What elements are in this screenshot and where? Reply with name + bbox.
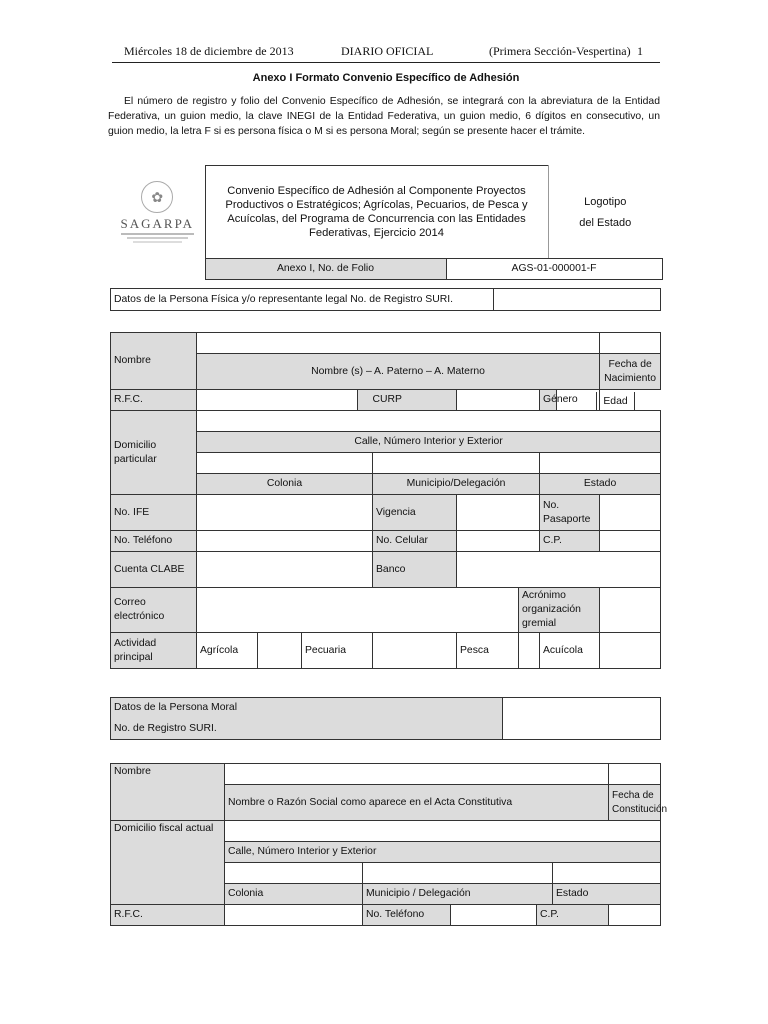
colonia-input[interactable]: [197, 453, 373, 474]
header-page-number: 1: [637, 44, 643, 58]
moral-estado-label: Estado: [553, 884, 661, 905]
suri-fisica-input[interactable]: [494, 289, 661, 311]
genero-label: Género: [540, 390, 557, 411]
fecha-constitucion-label: Fecha de Constitución: [609, 785, 661, 821]
rfc-input[interactable]: [197, 390, 358, 411]
moral-municipio-label: Municipio / Delegación: [363, 884, 553, 905]
moral-nombre-label: Nombre: [111, 764, 225, 821]
vigencia-label: Vigencia: [373, 495, 457, 531]
persona-moral-table: [110, 763, 668, 926]
persona-moral-box: [110, 697, 661, 740]
pesca-label: Pesca: [457, 633, 519, 669]
moral-fecha-input[interactable]: [609, 764, 661, 785]
document-title: Anexo I Formato Convenio Específico de Adhesión: [252, 72, 520, 84]
fecha-nacimiento-label: Fecha de Nacimiento: [600, 354, 661, 390]
header-section: (Primera Sección-Vespertina): [489, 44, 631, 58]
estado-input[interactable]: [540, 453, 661, 474]
acronimo-label: Acrónimo organización gremial: [519, 588, 600, 633]
moral-cp-input[interactable]: [609, 905, 661, 926]
ife-input[interactable]: [197, 495, 373, 531]
calle-label: Calle, Número Interior y Exterior: [197, 432, 661, 453]
del-estado-label: del Estado: [579, 216, 632, 229]
pecuaria-label: Pecuaria: [302, 633, 373, 669]
moral-cp-label: C.P.: [537, 905, 609, 926]
telefono-input[interactable]: [197, 531, 373, 552]
vigencia-input[interactable]: [457, 495, 540, 531]
pasaporte-label: No. Pasaporte: [540, 495, 600, 531]
acuicola-label: Acuícola: [540, 633, 600, 669]
banner-table: [110, 165, 663, 280]
persona-fisica-table: [110, 332, 661, 669]
domicilio-fiscal-label: Domicilio fiscal actual: [111, 821, 225, 905]
municipio-input[interactable]: [373, 453, 540, 474]
moral-box-line1: Datos de la Persona Moral: [111, 698, 503, 719]
cp-input[interactable]: [600, 531, 661, 552]
logotipo-label: Logotipo: [584, 195, 627, 208]
municipio-label: Municipio/Delegación: [373, 474, 540, 495]
moral-rfc-label: R.F.C.: [111, 905, 225, 926]
calle-input[interactable]: [197, 411, 661, 432]
moral-suri-input[interactable]: [503, 698, 661, 740]
domicilio-label: Domicilio particular: [111, 411, 197, 495]
rfc-label: R.F.C.: [111, 390, 197, 411]
pesca-checkbox[interactable]: [519, 633, 540, 669]
banco-input[interactable]: [457, 552, 661, 588]
header-date: Miércoles 18 de diciembre de 2013: [124, 44, 294, 58]
razon-social-label: Nombre o Razón Social como aparece en el Acta Constitutiva: [225, 785, 609, 821]
colonia-label: Colonia: [197, 474, 373, 495]
nombre-input[interactable]: [197, 333, 600, 354]
moral-telefono-input[interactable]: [451, 905, 537, 926]
suri-fisica-label: Datos de la Persona Física y/o representante legal No. de Registro SURI.: [111, 289, 494, 311]
folio-label: Anexo I, No. de Folio: [205, 259, 446, 280]
estado-label: Estado: [540, 474, 661, 495]
clabe-input[interactable]: [197, 552, 373, 588]
pasaporte-input[interactable]: [600, 495, 661, 531]
moral-colonia-label: Colonia: [225, 884, 363, 905]
banco-label: Banco: [373, 552, 457, 588]
state-logo-placeholder: [548, 166, 662, 259]
header-rule: [112, 62, 660, 63]
moral-box-line2: No. de Registro SURI.: [111, 719, 503, 740]
intro-paragraph: [108, 94, 660, 139]
moral-calle-input[interactable]: [225, 821, 661, 842]
actividad-label: Actividad principal: [111, 633, 197, 669]
cp-label: C.P.: [540, 531, 600, 552]
clabe-label: Cuenta CLABE: [111, 552, 197, 588]
folio-value: AGS-01-000001-F: [446, 259, 662, 280]
acuicola-checkbox[interactable]: [600, 633, 661, 669]
celular-label: No. Celular: [373, 531, 457, 552]
curp-value-cell[interactable]: [457, 390, 540, 411]
intro-text: El número de registro y folio del Convenio Específico de Adhesión, se integrará con la abreviatura de la Entidad Federativa, un guion medio, la clave INEGI de la Entidad Federativa, un guion medio, 6 dígitos en consecutivo, un guion medio, la letra F si es persona física o M si es persona Moral; según se presente hacer el trámite.: [108, 96, 660, 137]
moral-calle-label: Calle, Número Interior y Exterior: [225, 842, 661, 863]
celular-input[interactable]: [457, 531, 540, 552]
fecha-nacimiento-input[interactable]: [600, 333, 661, 354]
moral-telefono-label: No. Teléfono: [363, 905, 451, 926]
telefono-label: No. Teléfono: [111, 531, 197, 552]
pecuaria-checkbox[interactable]: [373, 633, 457, 669]
moral-colonia-input[interactable]: [225, 863, 363, 884]
convenio-title: Convenio Específico de Adhesión al Componente Proyectos Productivos o Estratégicos; Agrícolas, Pecuarios, de Pesca y Acuícolas, del Programa de Concurrencia con las Entidades Federativas, Ejercicio 2014: [205, 166, 548, 259]
ife-label: No. IFE: [111, 495, 197, 531]
sagarpa-logo-text: SAGARPA: [120, 216, 194, 231]
agricola-checkbox[interactable]: [258, 633, 302, 669]
nombre-label: Nombre: [111, 333, 197, 390]
moral-municipio-input[interactable]: [363, 863, 553, 884]
seal-icon: ✿: [141, 181, 173, 213]
moral-nombre-input[interactable]: [225, 764, 609, 785]
nombre-hint: Nombre (s) – A. Paterno – A. Materno: [197, 354, 600, 390]
curp-label: CURP: [373, 390, 457, 411]
edad-label: Edad: [596, 392, 635, 411]
header-publication: DIARIO OFICIAL: [341, 44, 434, 58]
correo-input[interactable]: [197, 588, 519, 633]
agricola-label: Agrícola: [197, 633, 258, 669]
moral-estado-input[interactable]: [553, 863, 661, 884]
acronimo-input[interactable]: [600, 588, 661, 633]
sagarpa-logo: [110, 166, 205, 259]
suri-fisica-table: [110, 288, 661, 311]
moral-rfc-input[interactable]: [225, 905, 363, 926]
correo-label: Correo electrónico: [111, 588, 197, 633]
